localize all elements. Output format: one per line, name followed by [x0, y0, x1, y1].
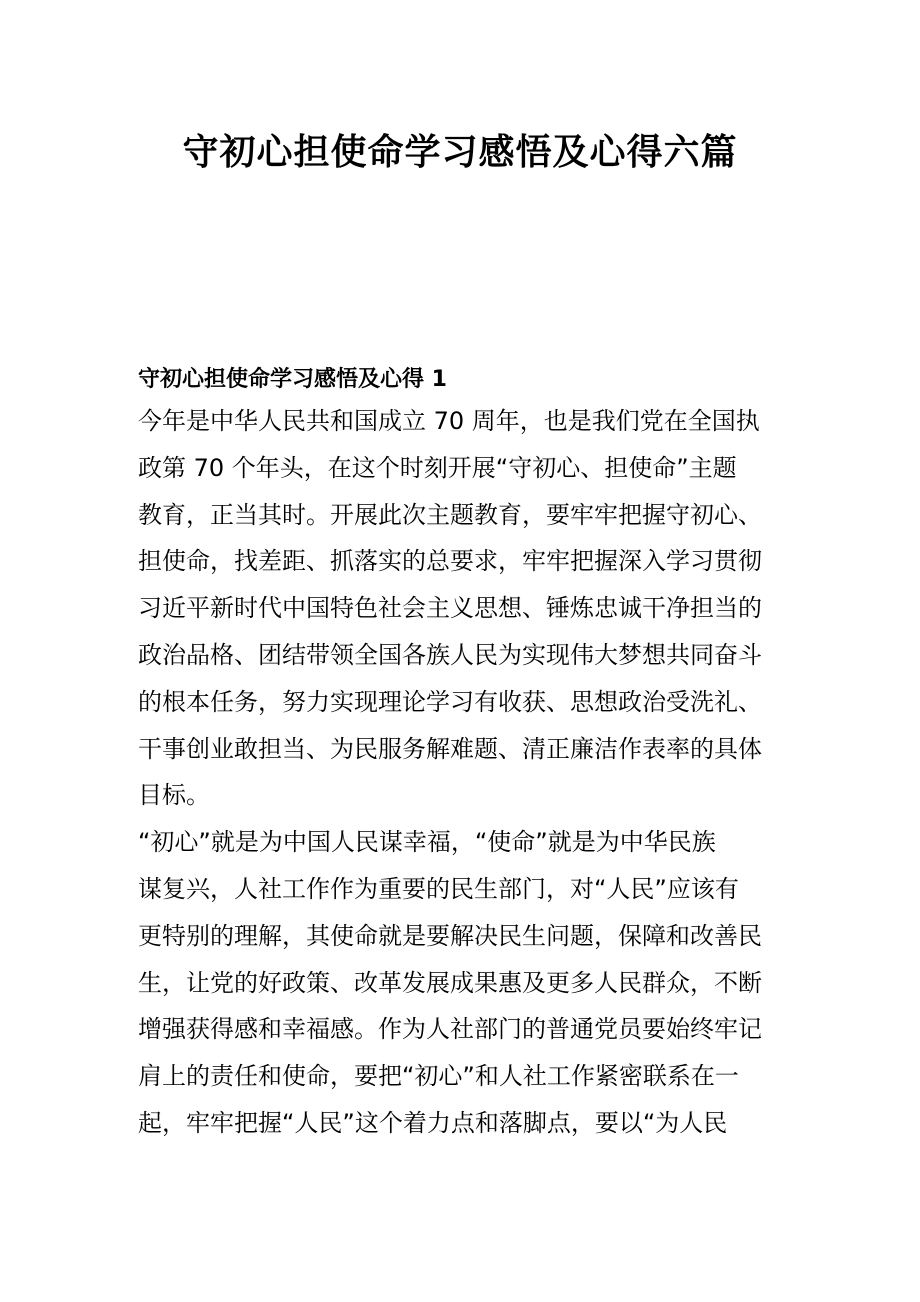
- document-body: [138, 362, 788, 1147]
- text-line-4: 担使命，找差距、抓落实的总要求，牢牢把握深入学习贯彻: [138, 547, 762, 576]
- text-line-6: 政治品格、团结带领全国各族人民为实现伟大梦想共同奋斗: [138, 640, 762, 669]
- text-line-12: 更特别的理解，其使命就是要解决民生问题，保障和改善民: [138, 921, 762, 950]
- text-line-5: 习近平新时代中国特色社会主义思想、锤炼忠诚干净担当的: [138, 594, 762, 623]
- document-title: 守初心担使命学习感悟及心得六篇: [182, 132, 738, 173]
- text-line-1: 今年是中华人民共和国成立 70 周年，也是我们党在全国执: [138, 407, 760, 435]
- text-line-16: 起，牢牢把握“人民”这个着力点和落脚点，要以“为人民: [138, 1108, 728, 1137]
- text-line-10: “初心”就是为中国人民谋幸福，“使命”就是为中华民族: [138, 828, 716, 857]
- text-line-15: 肩上的责任和使命，要把“初心”和人社工作紧密联系在一: [138, 1062, 739, 1091]
- text-line-2: 政第 70 个年头，在这个时刻开展“守初心、担使命”主题: [138, 453, 737, 482]
- text-line-8: 干事创业敢担当、为民服务解难题、清正廉洁作表率的具体: [138, 734, 762, 763]
- section-heading: 守初心担使命学习感悟及心得 1: [138, 367, 447, 392]
- text-line-3: 教育，正当其时。开展此次主题教育，要牢牢把握守初心、: [138, 500, 762, 529]
- text-line-9: 目标。: [138, 781, 210, 810]
- text-line-7: 的根本任务，努力实现理论学习有收获、思想政治受洗礼、: [138, 687, 762, 716]
- text-line-13: 生，让党的好政策、改革发展成果惠及更多人民群众，不断: [138, 968, 762, 997]
- text-line-11: 谋复兴，人社工作作为重要的民生部门，对“人民”应该有: [138, 874, 739, 903]
- text-line-14: 增强获得感和幸福感。作为人社部门的普通党员要始终牢记: [138, 1015, 762, 1044]
